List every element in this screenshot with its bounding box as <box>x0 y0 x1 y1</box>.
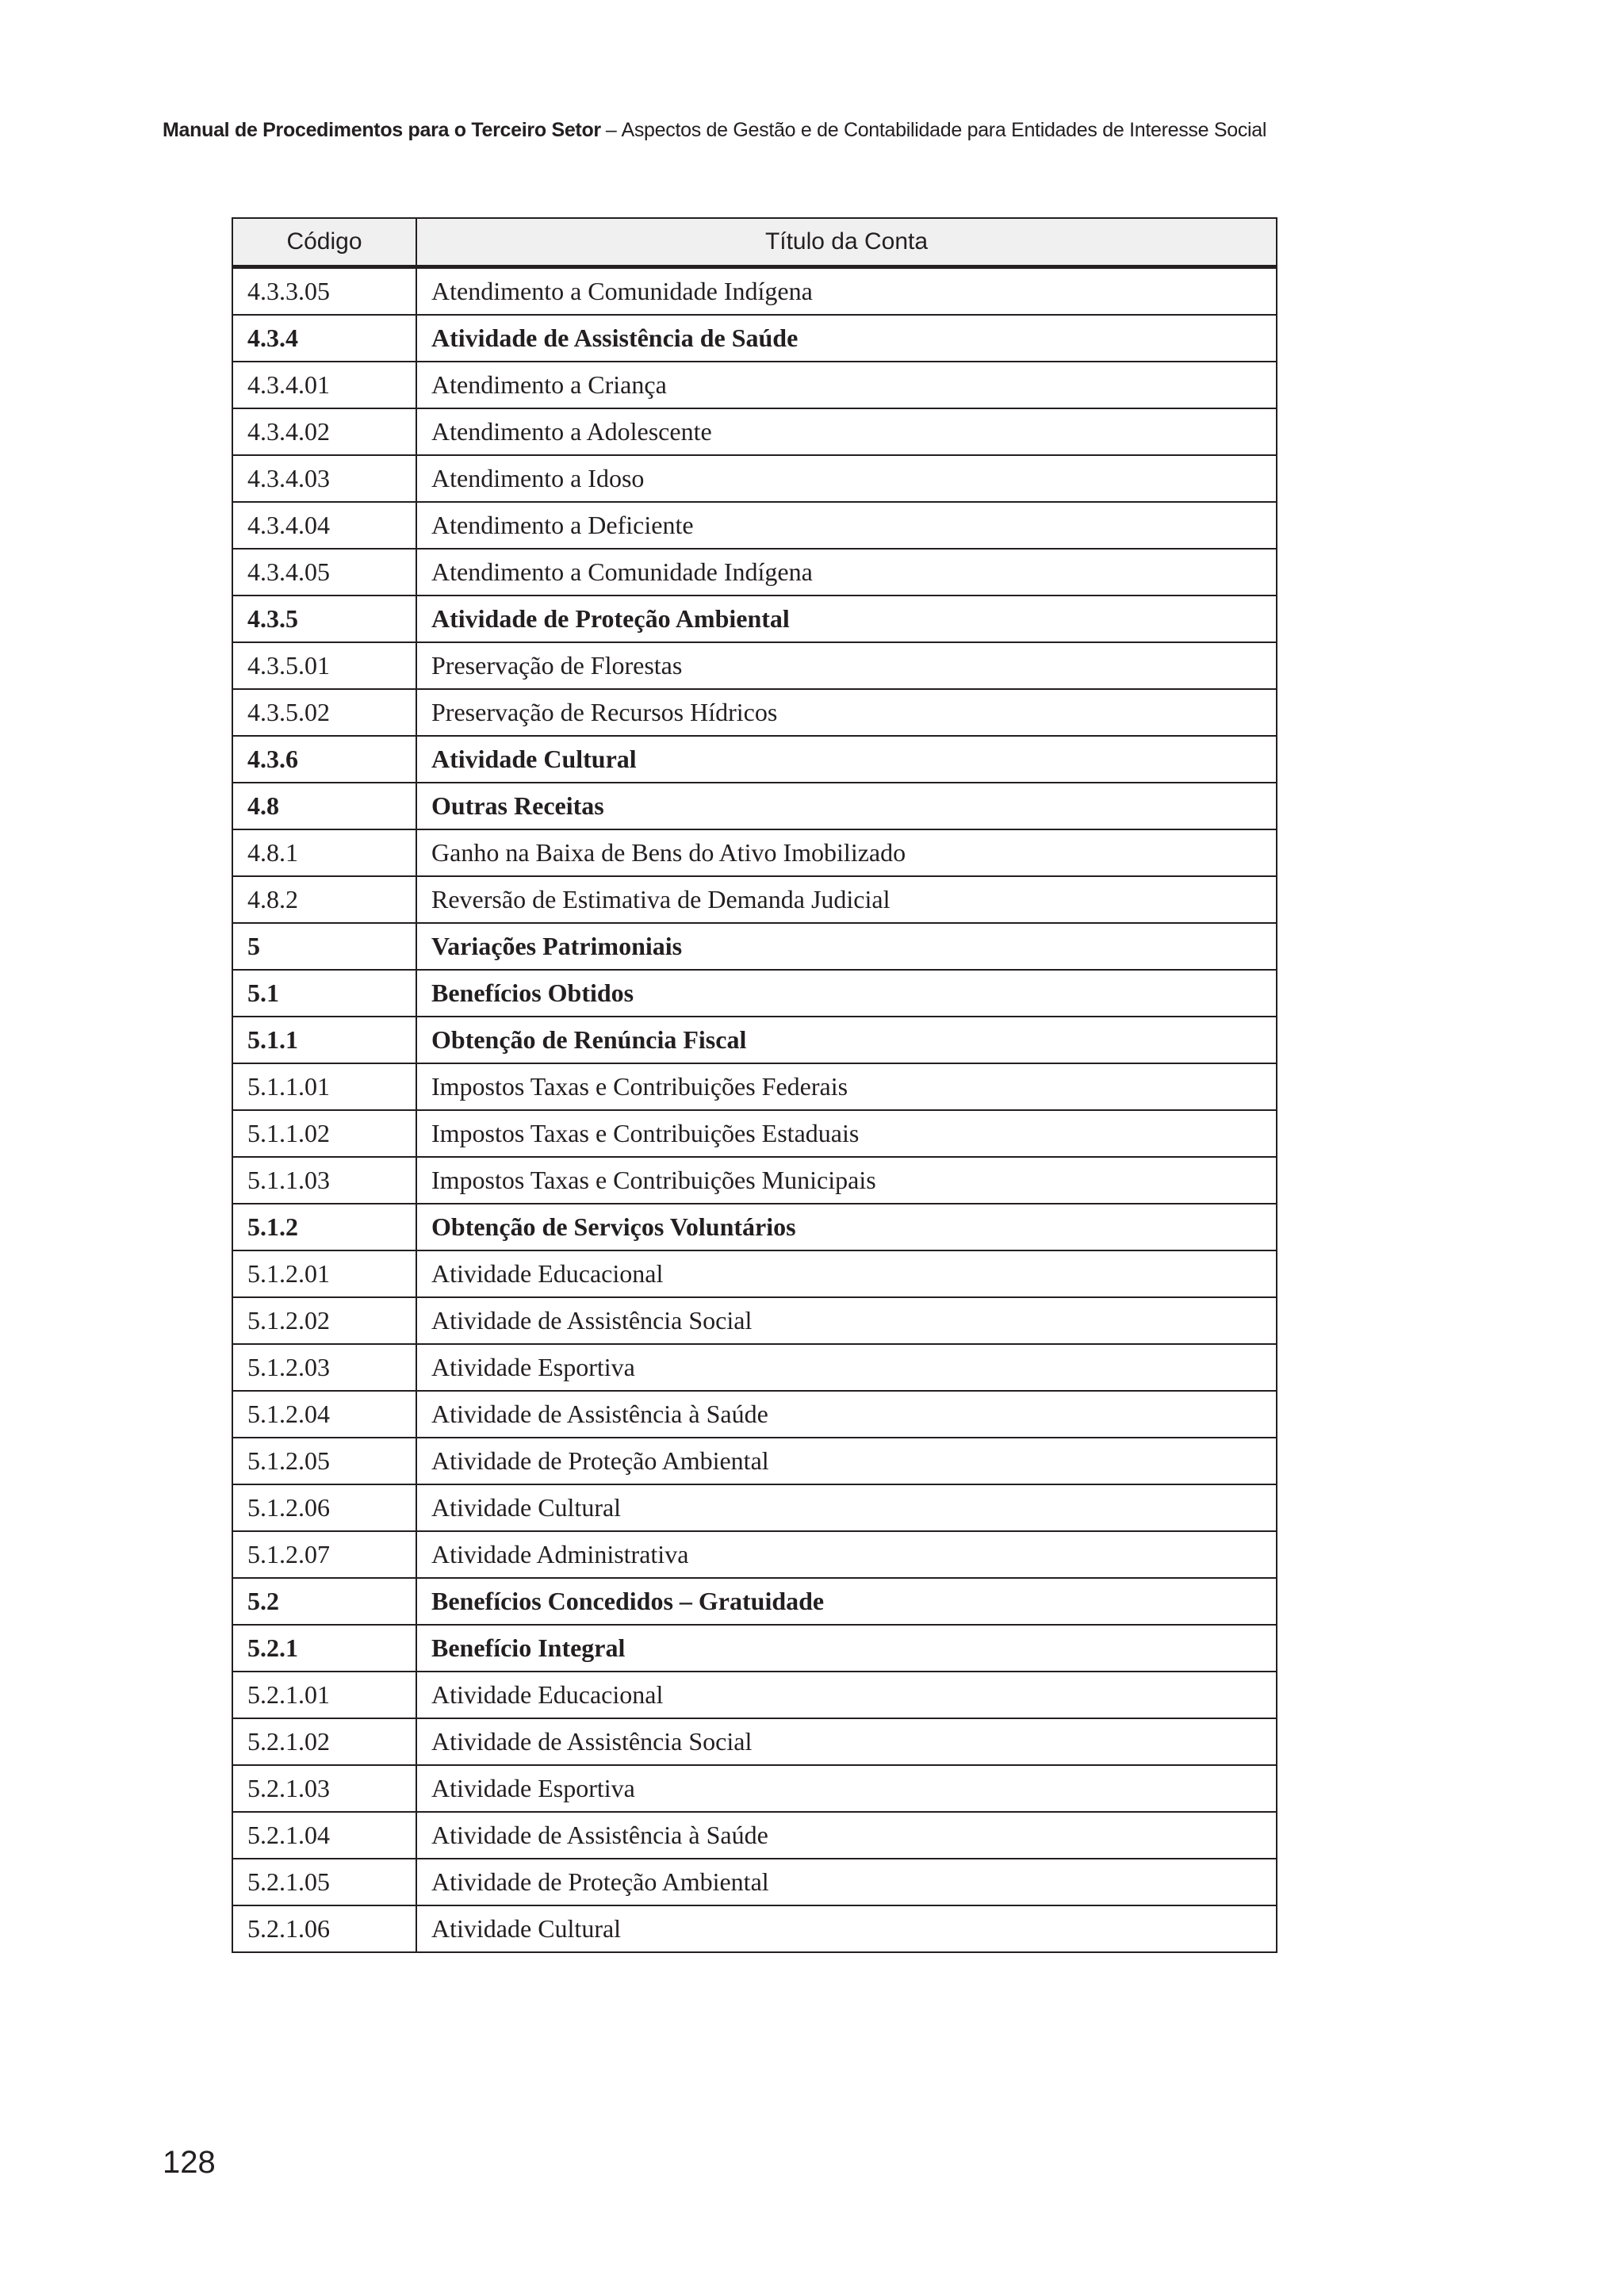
account-code: 5.1.2.03 <box>232 1344 416 1391</box>
table-row <box>232 689 1277 736</box>
account-code: 4.3.3.05 <box>232 267 416 316</box>
column-header-code: Código <box>232 218 416 267</box>
table-row-group <box>232 1578 1277 1625</box>
table-row <box>232 876 1277 923</box>
account-title: Atividade Cultural <box>416 1905 1277 1952</box>
table-row <box>232 1905 1277 1952</box>
account-title: Atividade de Assistência à Saúde <box>416 1812 1277 1859</box>
header-separator: – <box>605 119 617 141</box>
table-row <box>232 1110 1277 1157</box>
table-row <box>232 1859 1277 1905</box>
account-code: 5.1.2.05 <box>232 1438 416 1484</box>
table-row <box>232 408 1277 455</box>
table-row-group <box>232 1625 1277 1672</box>
account-code: 5.1.1.03 <box>232 1157 416 1204</box>
account-title: Atividade Educacional <box>416 1250 1277 1297</box>
table-row <box>232 502 1277 549</box>
account-title: Obtenção de Serviços Voluntários <box>416 1204 1277 1250</box>
account-code: 4.3.4.02 <box>232 408 416 455</box>
account-code: 5.2.1.05 <box>232 1859 416 1905</box>
table-row-group <box>232 736 1277 783</box>
account-code: 4.3.5 <box>232 596 416 642</box>
table-row <box>232 1438 1277 1484</box>
account-title: Reversão de Estimativa de Demanda Judicial <box>416 876 1277 923</box>
account-title: Atividade Esportiva <box>416 1765 1277 1812</box>
account-code: 4.3.5.02 <box>232 689 416 736</box>
table-row <box>232 549 1277 596</box>
table-row <box>232 1344 1277 1391</box>
account-code: 5.1.2.06 <box>232 1484 416 1531</box>
account-code: 5.1.2.02 <box>232 1297 416 1344</box>
table-row <box>232 1484 1277 1531</box>
account-title: Atividade de Proteção Ambiental <box>416 596 1277 642</box>
table-row-group <box>232 783 1277 829</box>
account-title: Atendimento a Comunidade Indígena <box>416 267 1277 316</box>
table-row <box>232 1812 1277 1859</box>
account-title: Benefício Integral <box>416 1625 1277 1672</box>
account-title: Atividade Esportiva <box>416 1344 1277 1391</box>
table-row <box>232 362 1277 408</box>
account-title: Obtenção de Renúncia Fiscal <box>416 1017 1277 1063</box>
account-title: Outras Receitas <box>416 783 1277 829</box>
account-code: 4.8.1 <box>232 829 416 876</box>
account-code: 5.2.1 <box>232 1625 416 1672</box>
account-title: Benefícios Obtidos <box>416 970 1277 1017</box>
account-title: Preservação de Recursos Hídricos <box>416 689 1277 736</box>
account-code: 5.1 <box>232 970 416 1017</box>
page-number: 128 <box>163 2145 216 2180</box>
column-header-title: Título da Conta <box>416 218 1277 267</box>
account-title: Impostos Taxas e Contribuições Federais <box>416 1063 1277 1110</box>
account-code: 5 <box>232 923 416 970</box>
account-code: 5.1.1 <box>232 1017 416 1063</box>
account-title: Atividade de Proteção Ambiental <box>416 1859 1277 1905</box>
account-code: 5.2.1.06 <box>232 1905 416 1952</box>
account-title: Atividade Educacional <box>416 1672 1277 1718</box>
table-row <box>232 267 1277 316</box>
account-code: 5.2.1.03 <box>232 1765 416 1812</box>
account-title: Benefícios Concedidos – Gratuidade <box>416 1578 1277 1625</box>
account-code: 4.3.4 <box>232 315 416 362</box>
account-code: 5.2.1.04 <box>232 1812 416 1859</box>
account-title: Atendimento a Idoso <box>416 455 1277 502</box>
account-code: 4.3.4.04 <box>232 502 416 549</box>
account-title: Atividade Cultural <box>416 1484 1277 1531</box>
account-code: 5.1.2.04 <box>232 1391 416 1438</box>
account-code: 5.1.2.07 <box>232 1531 416 1578</box>
account-code: 5.1.1.01 <box>232 1063 416 1110</box>
table-row-group <box>232 923 1277 970</box>
account-code: 5.1.2 <box>232 1204 416 1250</box>
account-title: Atendimento a Comunidade Indígena <box>416 549 1277 596</box>
account-title: Atividade Administrativa <box>416 1531 1277 1578</box>
table-row-group <box>232 596 1277 642</box>
table-row-group <box>232 970 1277 1017</box>
table-row <box>232 1157 1277 1204</box>
account-code: 5.1.1.02 <box>232 1110 416 1157</box>
table-row-group <box>232 315 1277 362</box>
book-subtitle: Aspectos de Gestão e de Contabilidade para Entidades de Interesse Social <box>621 119 1267 141</box>
table-row-group <box>232 1017 1277 1063</box>
table-row <box>232 1672 1277 1718</box>
table-row <box>232 1391 1277 1438</box>
account-code: 5.2.1.01 <box>232 1672 416 1718</box>
account-code: 4.8.2 <box>232 876 416 923</box>
table-header-row <box>232 218 1277 267</box>
account-code: 5.2.1.02 <box>232 1718 416 1765</box>
account-title: Atendimento a Adolescente <box>416 408 1277 455</box>
account-title: Atividade de Assistência Social <box>416 1297 1277 1344</box>
account-code: 4.3.6 <box>232 736 416 783</box>
table-row <box>232 1718 1277 1765</box>
table-row <box>232 1531 1277 1578</box>
account-code: 4.3.4.03 <box>232 455 416 502</box>
table-body <box>232 267 1277 1953</box>
table-row <box>232 1765 1277 1812</box>
account-title: Atividade Cultural <box>416 736 1277 783</box>
account-code: 4.3.4.05 <box>232 549 416 596</box>
table-row <box>232 1250 1277 1297</box>
account-title: Impostos Taxas e Contribuições Estaduais <box>416 1110 1277 1157</box>
account-code: 4.8 <box>232 783 416 829</box>
account-title: Atividade de Assistência à Saúde <box>416 1391 1277 1438</box>
account-code: 5.2 <box>232 1578 416 1625</box>
account-title: Atendimento a Criança <box>416 362 1277 408</box>
account-title: Atividade de Assistência de Saúde <box>416 315 1277 362</box>
account-title: Atividade de Proteção Ambiental <box>416 1438 1277 1484</box>
running-header <box>163 119 1266 142</box>
account-title: Preservação de Florestas <box>416 642 1277 689</box>
chart-of-accounts-table <box>232 217 1277 1953</box>
table-row-group <box>232 1204 1277 1250</box>
account-title: Atividade de Assistência Social <box>416 1718 1277 1765</box>
account-code: 5.1.2.01 <box>232 1250 416 1297</box>
account-title: Atendimento a Deficiente <box>416 502 1277 549</box>
table-row <box>232 642 1277 689</box>
account-title: Ganho na Baixa de Bens do Ativo Imobilizado <box>416 829 1277 876</box>
table-row <box>232 1297 1277 1344</box>
account-title: Impostos Taxas e Contribuições Municipais <box>416 1157 1277 1204</box>
account-title: Variações Patrimoniais <box>416 923 1277 970</box>
book-title: Manual de Procedimentos para o Terceiro Setor <box>163 119 601 141</box>
table-row <box>232 829 1277 876</box>
table-row <box>232 455 1277 502</box>
table-row <box>232 1063 1277 1110</box>
account-code: 4.3.5.01 <box>232 642 416 689</box>
account-code: 4.3.4.01 <box>232 362 416 408</box>
